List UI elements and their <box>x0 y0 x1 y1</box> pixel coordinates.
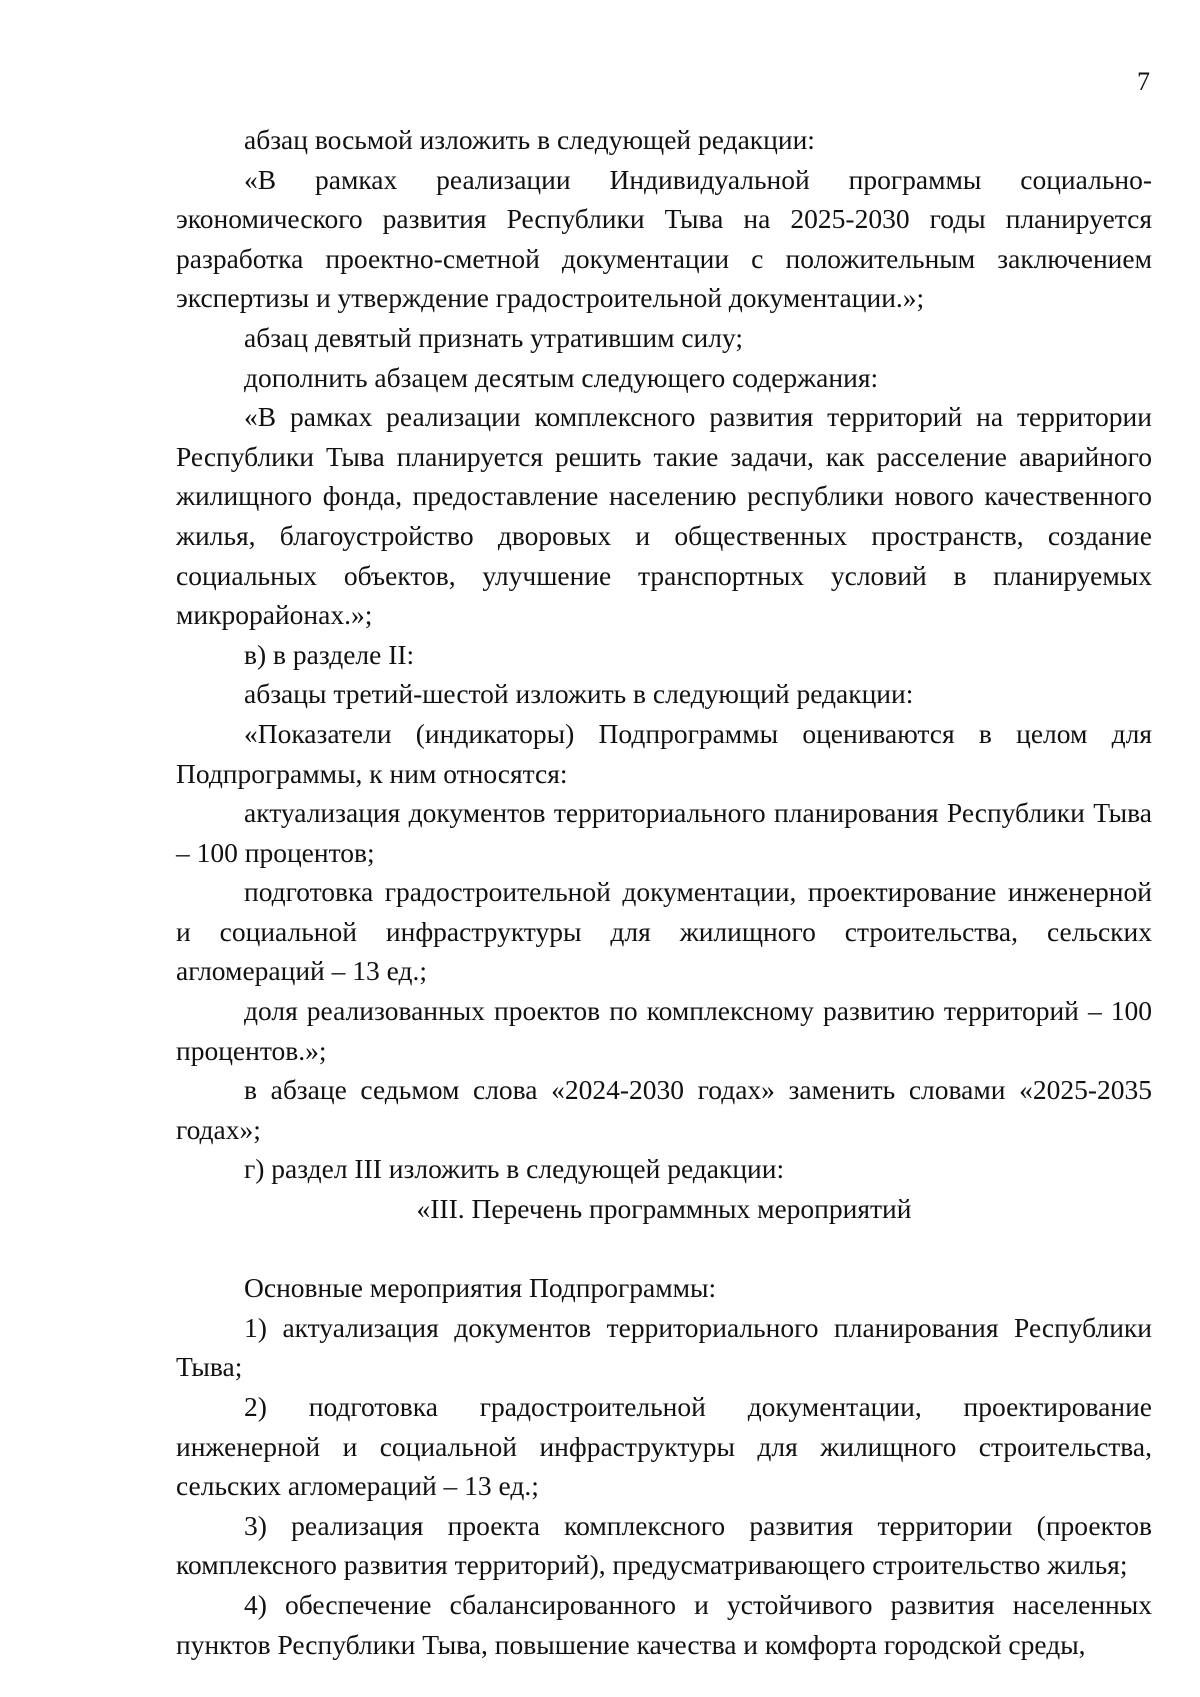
paragraph: абзац восьмой изложить в следующей редакции: <box>244 124 815 155</box>
paragraph: «Показатели (индикаторы) Подпрограммы оцениваются в целом для Подпрограммы, к ним относятся: <box>176 717 1152 789</box>
paragraph: «В рамках реализации Индивидуальной программы социально-экономического развития Республики Тыва на 2025-2030 годы планируется разработка проектно-сметной документации с положительным заключением экспертизы и утверждение градостроительной документации.»; <box>176 163 1152 314</box>
paragraph: 3) реализация проекта комплексного развития территории (проектов комплексного развития территорий), предусматривающего строительство жилья; <box>176 1509 1152 1581</box>
paragraph: 1) актуализация документов территориального планирования Республики Тыва; <box>176 1311 1152 1383</box>
paragraph: абзац девятый признать утратившим силу; <box>244 321 744 353</box>
paragraph: в абзаце седьмом слова «2024-2030 годах» заменить словами «2025-2035 годах»; <box>176 1074 1152 1145</box>
page-number: 7 <box>1137 67 1150 96</box>
paragraph: «В рамках реализации комплексного развития территорий на территории Республики Тыва планируется решить такие задачи, как расселение аварийного жилищного фонда, предоставление населению республики нового качественного жилья, благоустройство дворовых и общественных пространств, создание социальных объектов, улучшение транспортных условий в планируемых микрорайонах.»; <box>176 401 1152 631</box>
document-body <box>176 120 1152 1664</box>
paragraph: Основные мероприятия Подпрограммы: <box>244 1272 717 1304</box>
paragraph: г) раздел III изложить в следующей редакции: <box>244 1153 785 1185</box>
paragraph: подготовка градостроительной документации, проектирование инженерной и социальной инфраструктуры для жилищного строительства, сельских агломераций – 13 ед.; <box>176 876 1152 987</box>
paragraph: дополнить абзацем десятым следующего содержания: <box>244 361 879 393</box>
section-heading: «III. Перечень программных мероприятий <box>416 1193 912 1225</box>
paragraph: 4) обеспечение сбалансированного и устойчивого развития населенных пунктов Республики Тыва, повышение качества и комфорта городской среды, <box>176 1588 1152 1660</box>
paragraph: доля реализованных проектов по комплексному развитию территорий – 100 процентов.»; <box>176 995 1152 1066</box>
paragraph: абзацы третий-шестой изложить в следующий редакции: <box>244 678 914 710</box>
paragraph: в) в разделе II: <box>244 638 415 670</box>
paragraph: 2) подготовка градостроительной документации, проектирование инженерной и социальной инфраструктуры для жилищного строительства, сельских агломераций – 13 ед.; <box>176 1391 1152 1502</box>
paragraph: актуализация документов территориального планирования Республики Тыва – 100 процентов; <box>176 797 1152 868</box>
